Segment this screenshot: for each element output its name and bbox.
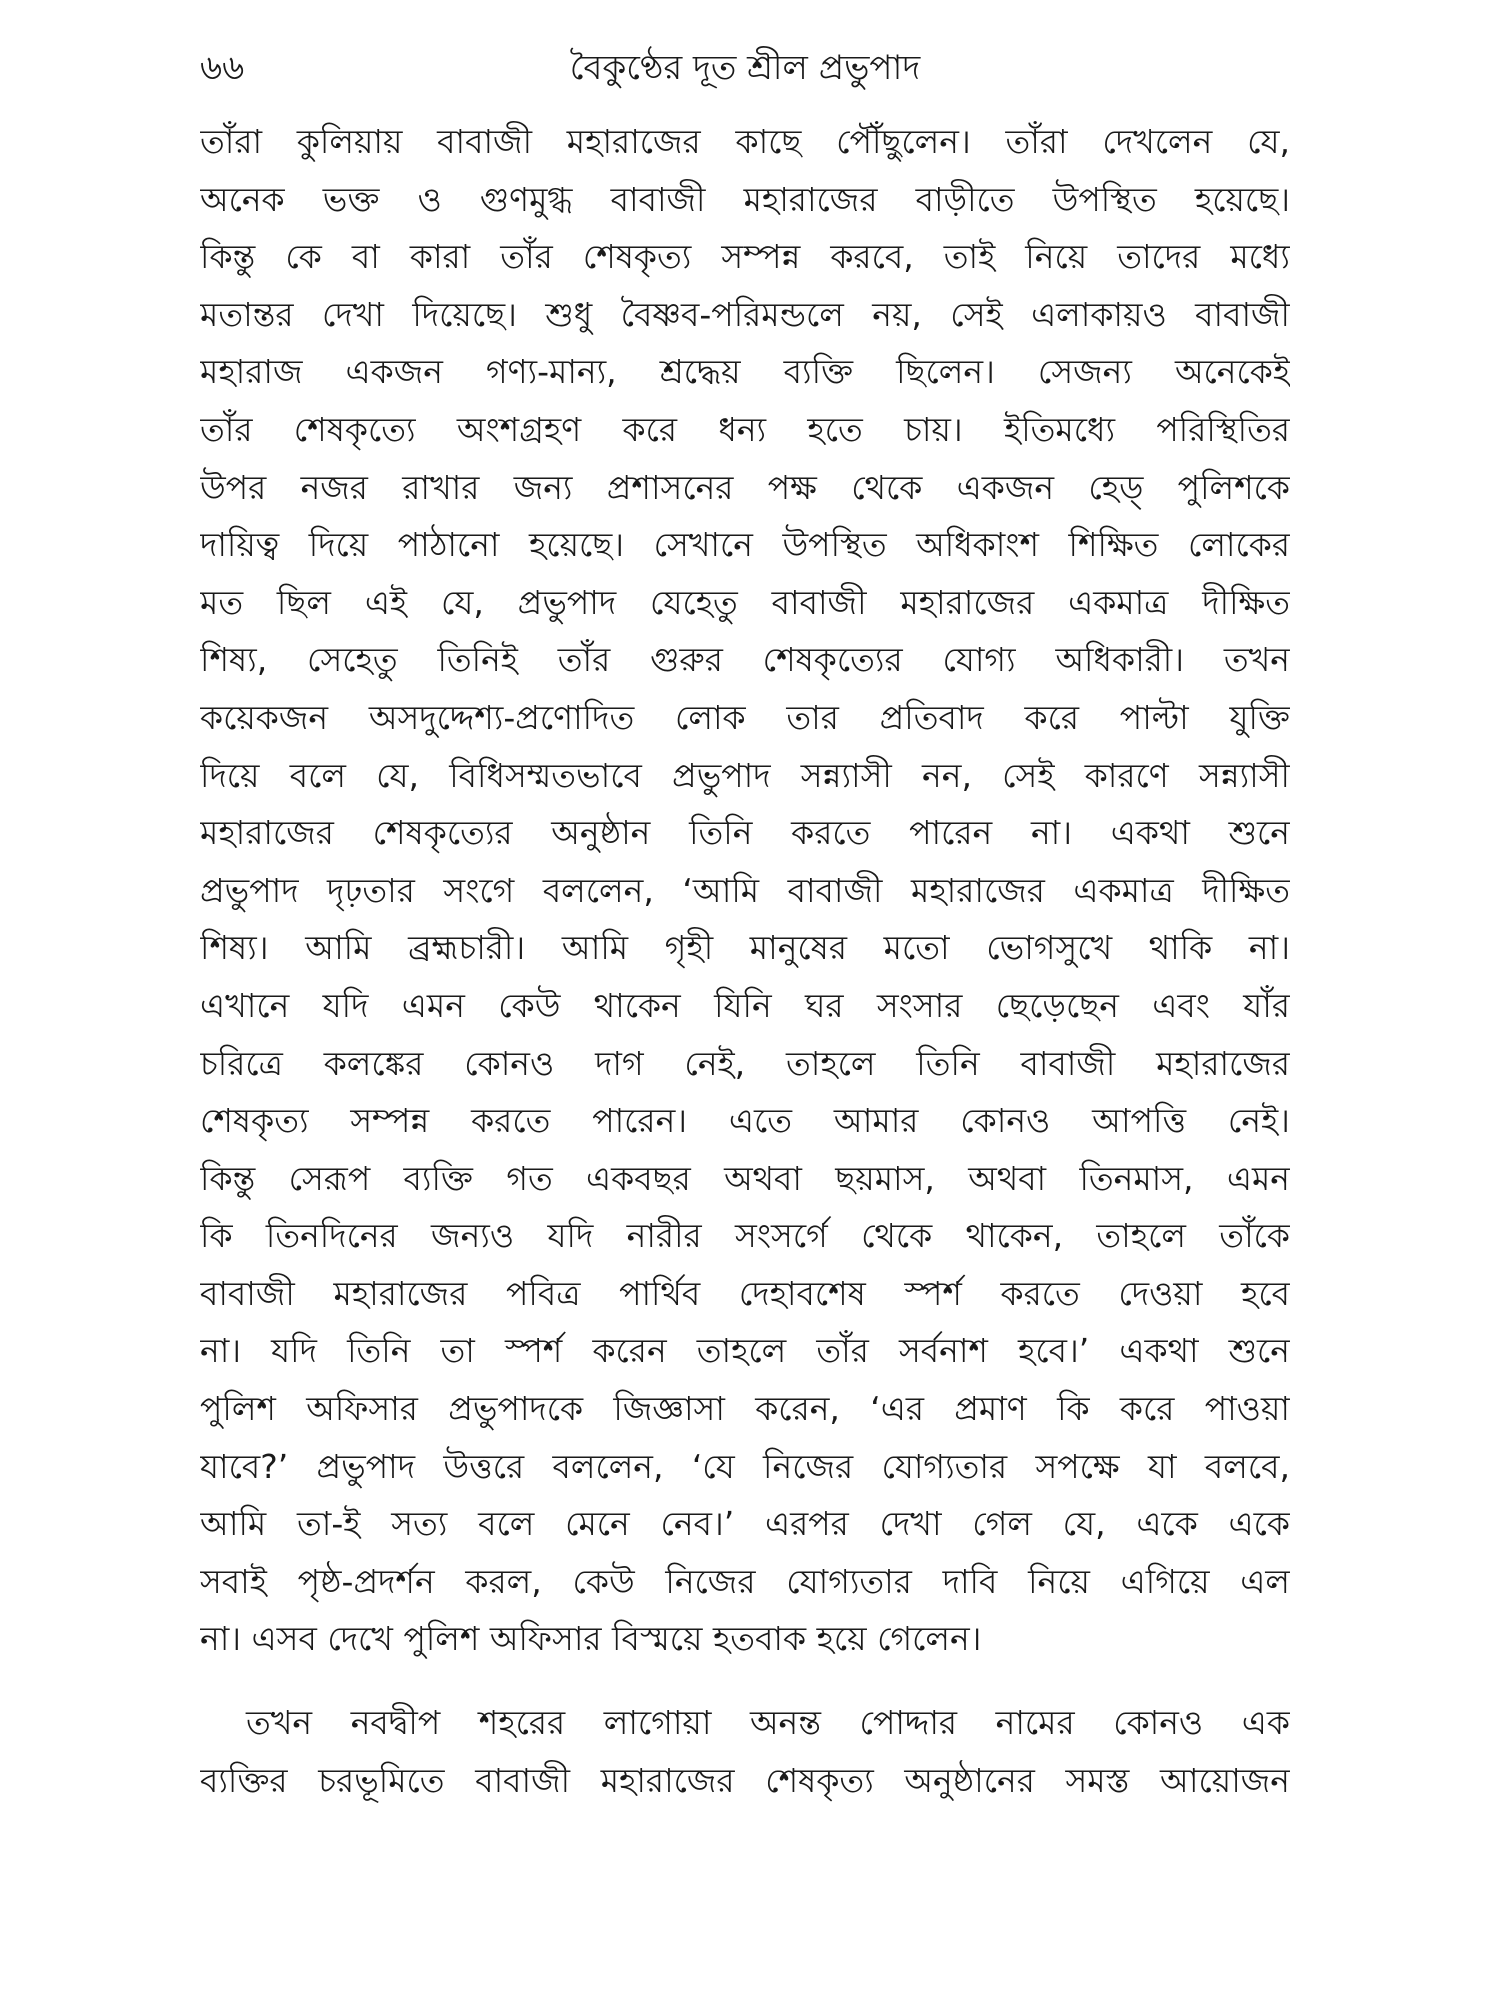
text-line: ব্যক্তির চরভূমিতে বাবাজী মহারাজের শেষকৃত্য অনুষ্ঠানের সমস্ত আয়োজন bbox=[200, 1760, 1290, 1800]
text-line: কি তিনদিনের জন্যও যদি নারীর সংসর্গে থেকে থাকেন, তাহলে তাঁকে bbox=[200, 1216, 1290, 1256]
text-line: যাবে?’ প্রভুপাদ উত্তরে বললেন, ‘যে নিজের যোগ্যতার সপক্ষে যা বলবে, bbox=[200, 1446, 1290, 1486]
text-line: মহারাজ একজন গণ্য-মান্য, শ্রদ্ধেয় ব্যক্তি ছিলেন। সেজন্য অনেকেই bbox=[200, 352, 1290, 392]
paragraph bbox=[200, 1694, 1290, 1809]
text-line: এখানে যদি এমন কেউ থাকেন যিনি ঘর সংসার ছেড়েছেন এবং যাঁর bbox=[200, 985, 1290, 1025]
text-line: না। এসব দেখে পুলিশ অফিসার বিস্ময়ে হতবাক হয়ে গেলেন। bbox=[200, 1619, 982, 1659]
text-line: তাঁরা কুলিয়ায় বাবাজী মহারাজের কাছে পৌঁছুলেন। তাঁরা দেখলেন যে, bbox=[200, 122, 1290, 161]
text-line: কয়েকজন অসদুদ্দেশ্য-প্রণোদিত লোক তার প্রতিবাদ করে পাল্টা যুক্তি bbox=[200, 697, 1290, 737]
text-line: বাবাজী মহারাজের পবিত্র পার্থিব দেহাবশেষ স্পর্শ করতে দেওয়া হবে bbox=[200, 1273, 1290, 1313]
text-line: উপর নজর রাখার জন্য প্রশাসনের পক্ষ থেকে একজন হেড্‌ পুলিশকে bbox=[200, 467, 1290, 507]
text-line: তখন নবদ্বীপ শহরের লাগোয়া অনন্ত পোদ্দার নামের কোনও এক bbox=[246, 1703, 1290, 1743]
text-line: দায়িত্ব দিয়ে পাঠানো হয়েছে। সেখানে উপস্থিত অধিকাংশ শিক্ষিত লোকের bbox=[200, 525, 1290, 565]
text-line: শিষ্য, সেহেতু তিনিই তাঁর গুরুর শেষকৃত্যের যোগ্য অধিকারী। তখন bbox=[200, 640, 1290, 680]
text-line: আমি তা-ই সত্য বলে মেনে নেব।’ এরপর দেখা গেল যে, একে একে bbox=[200, 1504, 1290, 1544]
text-line: মত ছিল এই যে, প্রভুপাদ যেহেতু বাবাজী মহারাজের একমাত্র দীক্ষিত bbox=[200, 582, 1290, 622]
text-line: কিন্তু কে বা কারা তাঁর শেষকৃত্য সম্পন্ন করবে, তাই নিয়ে তাদের মধ্যে bbox=[200, 237, 1290, 277]
text-line: তাঁর শেষকৃত্যে অংশগ্রহণ করে ধন্য হতে চায়। ইতিমধ্যে পরিস্থিতির bbox=[200, 409, 1290, 449]
page-number: ৬৬ bbox=[200, 48, 245, 88]
text-line: না। যদি তিনি তা স্পর্শ করেন তাহলে তাঁর সর্বনাশ হবে।’ একথা শুনে bbox=[200, 1331, 1290, 1371]
text-line: চরিত্রে কলঙ্কের কোনও দাগ নেই, তাহলে তিনি বাবাজী মহারাজের bbox=[200, 1043, 1290, 1083]
text-line: শেষকৃত্য সম্পন্ন করতে পারেন। এতে আমার কোনও আপত্তি নেই। bbox=[200, 1101, 1290, 1141]
text-line: মতান্তর দেখা দিয়েছে। শুধু বৈষ্ণব-পরিমন্ডলে নয়, সেই এলাকায়ও বাবাজী bbox=[200, 294, 1290, 334]
text-line: প্রভুপাদ দৃঢ়তার সংগে বললেন, ‘আমি বাবাজী মহারাজের একমাত্র দীক্ষিত bbox=[200, 870, 1290, 910]
text-line: সবাই পৃষ্ঠ-প্রদর্শন করল, কেউ নিজের যোগ্যতার দাবি নিয়ে এগিয়ে এল bbox=[200, 1561, 1290, 1601]
paragraph-break bbox=[200, 1668, 1290, 1694]
text-line: পুলিশ অফিসার প্রভুপাদকে জিজ্ঞাসা করেন, ‘এর প্রমাণ কি করে পাওয়া bbox=[200, 1389, 1290, 1429]
text-line: অনেক ভক্ত ও গুণমুগ্ধ বাবাজী মহারাজের বাড়ীতে উপস্থিত হয়েছে। bbox=[200, 179, 1290, 219]
running-title: বৈকুণ্ঠের দূত শ্রীল প্রভুপাদ bbox=[569, 48, 921, 88]
text-line: কিন্তু সেরূপ ব্যক্তি গত একবছর অথবা ছয়মাস, অথবা তিনমাস, এমন bbox=[200, 1158, 1290, 1198]
text-line: মহারাজের শেষকৃত্যের অনুষ্ঠান তিনি করতে পারেন না। একথা শুনে bbox=[200, 813, 1290, 853]
body-text bbox=[200, 113, 1290, 1809]
text-line: শিষ্য। আমি ব্রহ্মচারী। আমি গৃহী মানুষের মতো ভোগসুখে থাকি না। bbox=[200, 928, 1290, 968]
paragraph bbox=[200, 113, 1290, 1668]
page-header bbox=[200, 38, 1290, 98]
text-line: দিয়ে বলে যে, বিধিসম্মতভাবে প্রভুপাদ সন্ন্যাসী নন, সেই কারণে সন্ন্যাসী bbox=[200, 755, 1290, 795]
